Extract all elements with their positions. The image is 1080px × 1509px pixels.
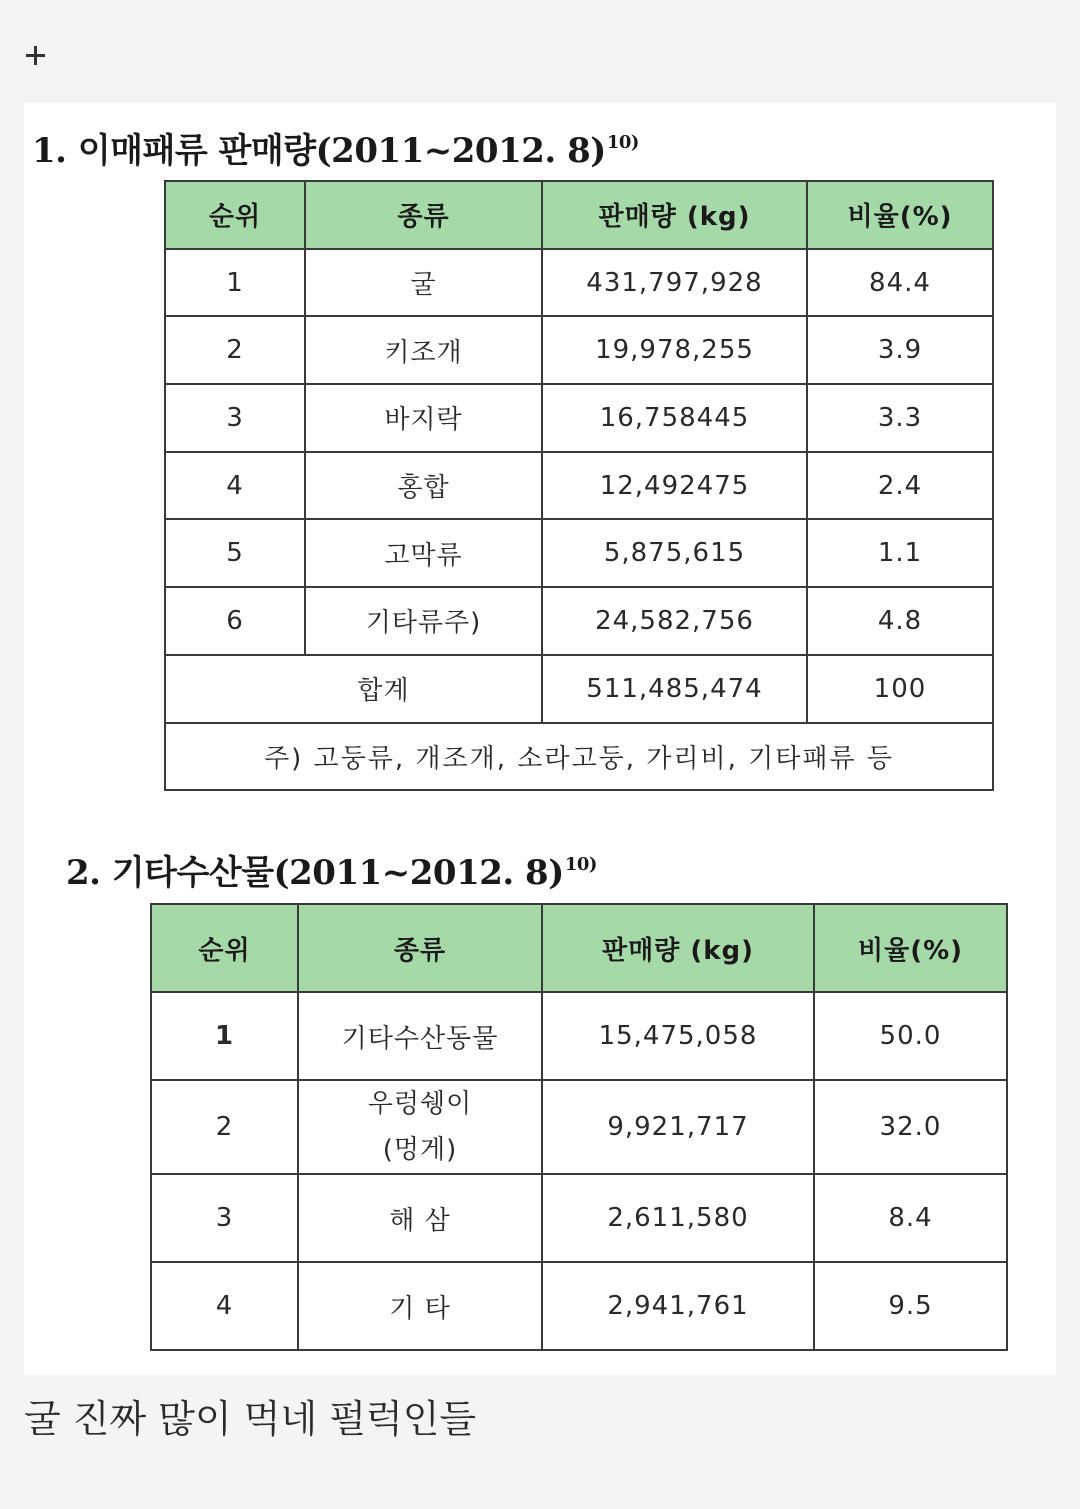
- header-sales: 판매량 (kg): [542, 181, 807, 249]
- total-ratio: 100: [807, 655, 993, 723]
- cell-type-multiline: 우렁쉥이 (멍게): [367, 1089, 473, 1165]
- cell-type: 고막류: [305, 519, 542, 587]
- header-type: 종류: [298, 904, 542, 992]
- post-caption: 굴 진짜 많이 먹네 펄럭인들: [24, 1397, 477, 1441]
- cell-ratio: 3.9: [807, 316, 993, 384]
- total-label: 합계: [165, 655, 542, 723]
- cell-sales: 9,921,717: [542, 1080, 814, 1174]
- table-row: [151, 1262, 1007, 1350]
- total-row: [165, 655, 993, 723]
- cell-sales: 12,492475: [542, 452, 807, 520]
- table-row: [151, 1080, 1007, 1174]
- table-header-row: [151, 904, 1007, 992]
- cell-rank: 4: [151, 1262, 298, 1350]
- cell-rank: 5: [165, 519, 305, 587]
- cell-type: 키조개: [305, 316, 542, 384]
- cell-sales: 431,797,928: [542, 249, 807, 317]
- cell-ratio: 9.5: [814, 1262, 1007, 1350]
- table-row: [151, 992, 1007, 1080]
- header-ratio: 비율(%): [814, 904, 1007, 992]
- cell-ratio: 84.4: [807, 249, 993, 317]
- cell-sales: 24,582,756: [542, 587, 807, 655]
- table-row: [165, 249, 993, 317]
- header-rank: 순위: [165, 181, 305, 249]
- cell-ratio: 50.0: [814, 992, 1007, 1080]
- cell-ratio: 1.1: [807, 519, 993, 587]
- table-header-row: [165, 181, 993, 249]
- cell-type: 해 삼: [298, 1174, 542, 1262]
- cell-rank: 6: [165, 587, 305, 655]
- table-row: [165, 587, 993, 655]
- other-seafood-sales-table: [150, 903, 1008, 1351]
- cell-rank: 4: [165, 452, 305, 520]
- cell-type: 기타류주): [305, 587, 542, 655]
- section2-title: 2. 기타수산물(2011~2012. 8)$^{10)}$: [66, 853, 597, 893]
- footnote-row: [165, 723, 993, 791]
- table-row: [165, 316, 993, 384]
- table-row: [165, 384, 993, 452]
- cell-rank: 2: [165, 316, 305, 384]
- cell-type: 굴: [305, 249, 542, 317]
- plus-icon[interactable]: [24, 44, 46, 66]
- header-type: 종류: [305, 181, 542, 249]
- cell-rank: 1: [151, 992, 298, 1080]
- header-rank: 순위: [151, 904, 298, 992]
- header-sales: 판매량 (kg): [542, 904, 814, 992]
- cell-rank: 2: [151, 1080, 298, 1174]
- cell-type: 기 타: [298, 1262, 542, 1350]
- cell-ratio: 3.3: [807, 384, 993, 452]
- table-footnote: 주) 고둥류, 개조개, 소라고둥, 가리비, 기타패류 등: [165, 723, 993, 791]
- cell-type: 기타수산동물: [298, 992, 542, 1080]
- cell-rank: 1: [165, 249, 305, 317]
- mollusk-sales-table: [164, 180, 994, 791]
- cell-sales: 16,758445: [542, 384, 807, 452]
- cell-sales: 15,475,058: [542, 992, 814, 1080]
- table-row: [151, 1174, 1007, 1262]
- cell-ratio: 2.4: [807, 452, 993, 520]
- cell-type: 바지락: [305, 384, 542, 452]
- cell-type: [298, 1080, 542, 1174]
- section2-title-ref: 10): [564, 854, 597, 875]
- table-row: [165, 519, 993, 587]
- cell-ratio: 32.0: [814, 1080, 1007, 1174]
- section1-title: 1. 이매패류 판매량(2011~2012. 8)$^{10)}$: [32, 131, 639, 171]
- cell-sales: 2,941,761: [542, 1262, 814, 1350]
- cell-ratio: 8.4: [814, 1174, 1007, 1262]
- document-image: [24, 103, 1056, 1375]
- cell-ratio: 4.8: [807, 587, 993, 655]
- table-row: [165, 452, 993, 520]
- header-ratio: 비율(%): [807, 181, 993, 249]
- cell-sales: 19,978,255: [542, 316, 807, 384]
- cell-sales: 2,611,580: [542, 1174, 814, 1262]
- cell-type: 홍합: [305, 452, 542, 520]
- total-sales: 511,485,474: [542, 655, 807, 723]
- cell-sales: 5,875,615: [542, 519, 807, 587]
- cell-rank: 3: [165, 384, 305, 452]
- section1-title-ref: 10): [606, 132, 639, 153]
- cell-rank: 3: [151, 1174, 298, 1262]
